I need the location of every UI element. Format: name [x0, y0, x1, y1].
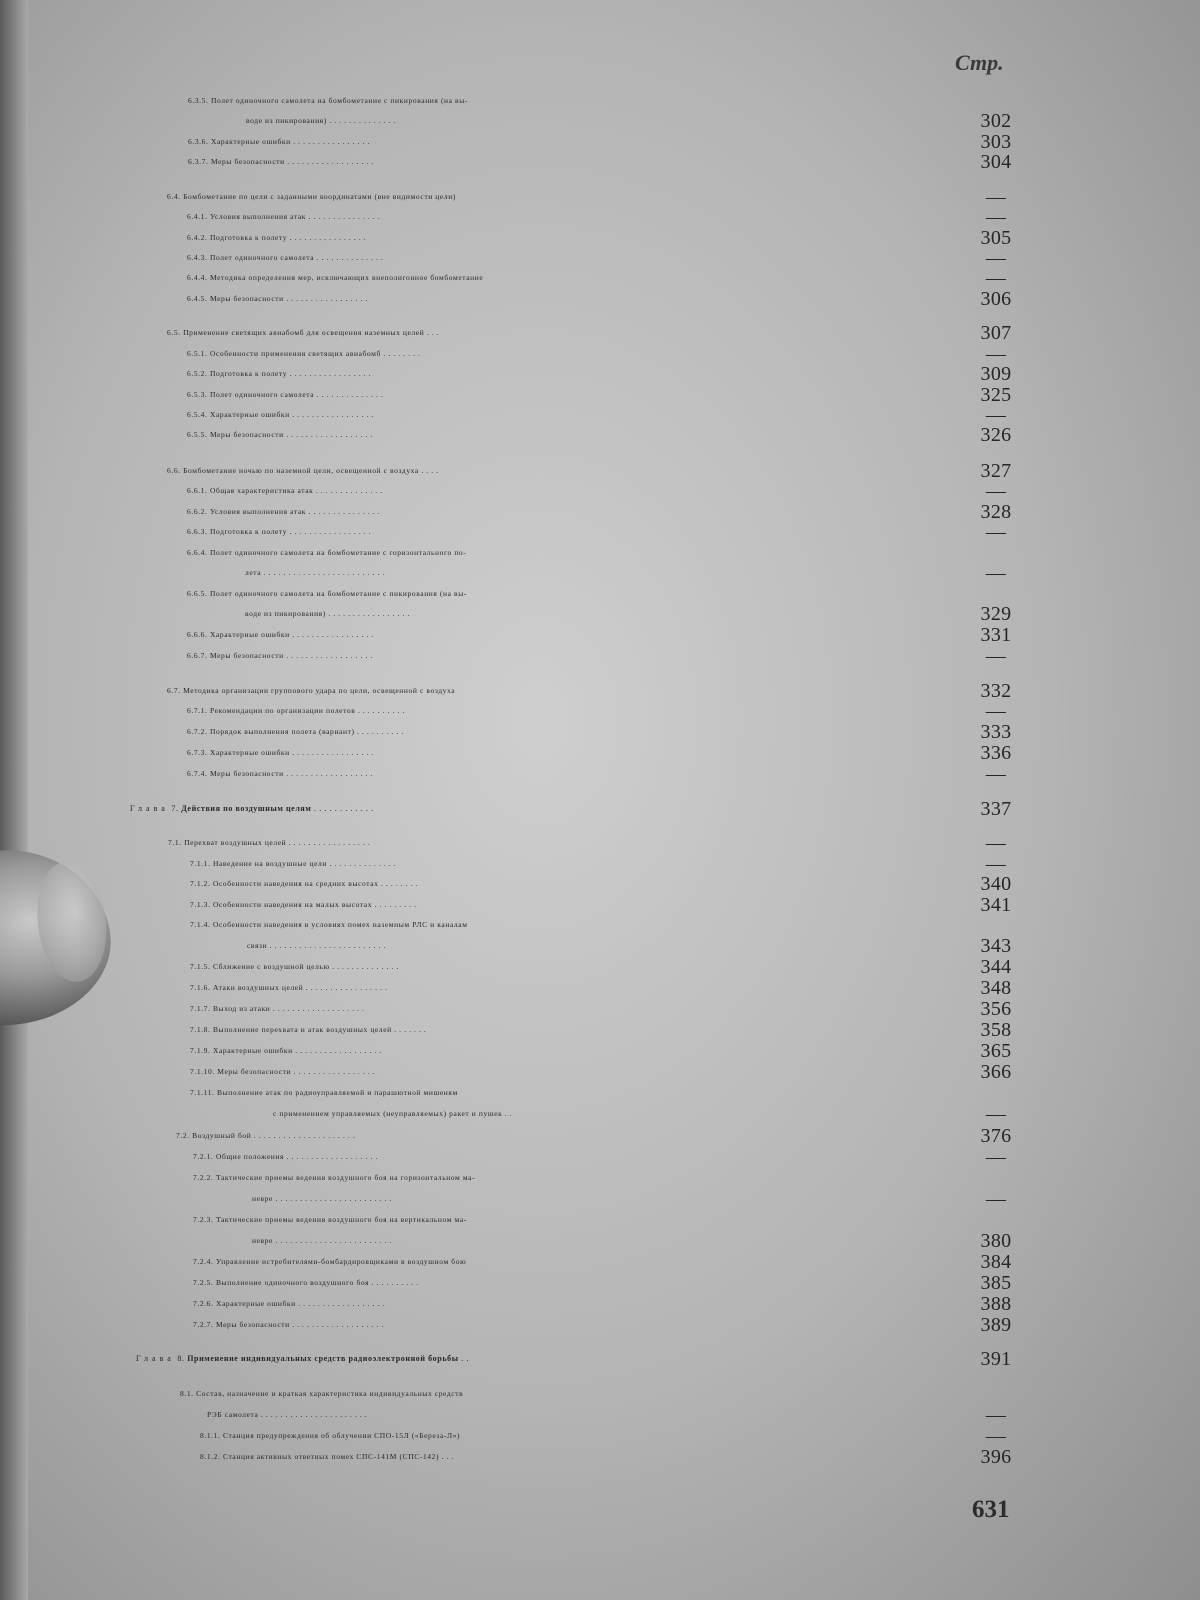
- toc-entry-text: 7.1.3. Особенности наведения на малых высотах . . . . . . . . .: [190, 900, 417, 909]
- toc-page-number: 341: [980, 894, 1012, 916]
- toc-page-number: —: [985, 1146, 1007, 1168]
- toc-entry: [188, 90, 975, 112]
- toc-entry: [187, 742, 975, 764]
- toc-entry: [246, 110, 975, 132]
- toc-entry: [200, 1425, 975, 1447]
- toc-entry: [207, 1404, 975, 1426]
- toc-entry: [167, 322, 975, 344]
- toc-entry: [187, 700, 975, 722]
- toc-page-number: 376: [980, 1125, 1012, 1147]
- toc-entry-text: 6.7.2. Порядок выполнения полета (вариант) . . . . . . . . . .: [187, 727, 405, 736]
- toc-page-number: 326: [980, 424, 1012, 446]
- toc-entry: [187, 343, 975, 365]
- toc-entry: [167, 680, 975, 702]
- toc-page-number: 340: [980, 873, 1012, 895]
- toc-entry: [187, 404, 975, 426]
- toc-entry: [190, 873, 975, 895]
- toc-page-number: —: [985, 521, 1007, 543]
- toc-page-number: 389: [980, 1314, 1012, 1336]
- page-column-label: Стр.: [955, 50, 1004, 75]
- toc-entry: [252, 1188, 975, 1210]
- toc-entry: [245, 603, 975, 625]
- toc-entry-text: 7.1.1. Наведение на воздушные цели . . . . . . . . . . . . . .: [190, 859, 397, 868]
- toc-entry-text: 7.1.10. Меры безопасности . . . . . . . . . . . . . . . . .: [190, 1067, 376, 1076]
- toc-entry-text: 6.3.7. Меры безопасности . . . . . . . . . . . . . . . . . .: [188, 157, 374, 166]
- toc-entry-text: 7.2. Воздушный бой . . . . . . . . . . . . . . . . . . . . .: [176, 1131, 356, 1140]
- toc-entry-text: 6.4. Бомбометание по цели с заданными координатами (вне видимости цели): [167, 192, 456, 201]
- toc-entry: [190, 894, 975, 916]
- toc-entry: [187, 542, 975, 564]
- toc-entry-text: 6.4.4. Методика определения мер, исключающих внеполигонное бомбометание: [187, 273, 484, 282]
- toc-entry-text: 7.2.3. Тактические приемы ведения воздушного боя на вертикальном ма-: [193, 1215, 467, 1224]
- toc-entry: [193, 1209, 975, 1231]
- chapter-word: Глава: [136, 1354, 175, 1363]
- toc-page-number: 348: [980, 977, 1012, 999]
- toc-page-number: —: [985, 1425, 1007, 1447]
- toc-entry-text: воде из пикирования) . . . . . . . . . . . . . .: [246, 116, 397, 125]
- toc-page-number: 385: [980, 1272, 1012, 1294]
- toc-entry: [187, 384, 975, 406]
- toc-page-number: —: [985, 562, 1007, 584]
- toc-page-number: 356: [980, 998, 1012, 1020]
- chapter-number: 7.: [171, 804, 182, 813]
- toc-entry: [168, 832, 975, 854]
- leader-dots: . .: [458, 1354, 470, 1363]
- toc-page-number: 325: [980, 384, 1012, 406]
- toc-entry: [190, 1040, 975, 1062]
- toc-entry: [190, 914, 975, 936]
- toc-entry-text: 6.6.4. Полет одиночного самолета на бомбометание с горизонтального по-: [187, 548, 467, 557]
- toc-page-number: —: [985, 1188, 1007, 1210]
- toc-entry: [193, 1314, 975, 1336]
- toc-page-number: 331: [980, 624, 1012, 646]
- toc-entry-text: 7.1.7. Выход из атаки . . . . . . . . . . . . . . . . . . .: [190, 1004, 365, 1013]
- toc-page-number: 343: [980, 935, 1012, 957]
- toc-entry-text: 7.2.4. Управление истребителями-бомбардировщиками в воздушном бою: [193, 1257, 467, 1266]
- toc-page-number: —: [985, 1103, 1007, 1125]
- toc-entry: [167, 186, 975, 208]
- toc-entry: [187, 206, 975, 228]
- toc-entry: [245, 562, 975, 584]
- toc-entry: [180, 1383, 975, 1405]
- toc-entry: [187, 247, 975, 269]
- toc-page-number: —: [985, 763, 1007, 785]
- toc-entry-text: 6.6.3. Подготовка к полету . . . . . . . . . . . . . . . . .: [187, 527, 372, 536]
- toc-page-number: 358: [980, 1019, 1012, 1041]
- toc-page-number: 305: [980, 227, 1012, 249]
- page-number: 631: [972, 1496, 1010, 1523]
- toc-entry: [190, 998, 975, 1020]
- toc-entry: [190, 956, 975, 978]
- toc-entry-text: 8.1.2. Станция активных ответных помех СПС-141М (СПС-142) . . .: [200, 1452, 454, 1461]
- toc-page-number: —: [985, 853, 1007, 875]
- toc-entry-text: 8.1. Состав, назначение и краткая характеристика индивидуальных средств: [180, 1389, 464, 1398]
- toc-page-number: —: [985, 645, 1007, 667]
- toc-page-number: 337: [980, 798, 1012, 820]
- toc-page-number: 304: [980, 151, 1012, 173]
- toc-page-number: 328: [980, 501, 1012, 523]
- toc-entry-text: 7.1.6. Атаки воздушных целей . . . . . . . . . . . . . . . . .: [190, 983, 388, 992]
- toc-entry-text: 6.4.5. Меры безопасности . . . . . . . . . . . . . . . . .: [187, 294, 368, 303]
- toc-page-number: 365: [980, 1040, 1012, 1062]
- toc-entry: [252, 1230, 975, 1252]
- toc-page-number: 336: [980, 742, 1012, 764]
- toc-entry-text: 6.7.1. Рекомендации по организации полетов . . . . . . . . . .: [187, 706, 405, 715]
- toc-entry-text: 6.6.1. Общая характеристика атак . . . . . . . . . . . . . .: [187, 486, 383, 495]
- toc-page-number: —: [985, 343, 1007, 365]
- toc-page-number: —: [985, 404, 1007, 426]
- toc-entry: [188, 131, 975, 153]
- toc-entry: [273, 1103, 975, 1125]
- toc-page-number: —: [985, 267, 1007, 289]
- toc-entry-text: 6.6.5. Полет одиночного самолета на бомбометание с пикирования (на вы-: [187, 589, 467, 598]
- toc-page-number: 388: [980, 1293, 1012, 1315]
- toc-entry-text: 7.1.5. Сближение с воздушной целью . . . . . . . . . . . . . .: [190, 962, 399, 971]
- toc-entry-text: 7.2.6. Характерные ошибки . . . . . . . . . . . . . . . . . .: [193, 1299, 385, 1308]
- toc-entry-text: 6.7.3. Характерные ошибки . . . . . . . . . . . . . . . . .: [187, 748, 374, 757]
- chapter-title: Действия по воздушным целям: [181, 804, 312, 813]
- toc-page-number: 344: [980, 956, 1012, 978]
- toc-entry: [176, 1125, 975, 1147]
- toc-page-number: 391: [980, 1348, 1012, 1370]
- toc-entry-text: 6.7.4. Меры безопасности . . . . . . . . . . . . . . . . . .: [187, 769, 373, 778]
- toc-entry-text: 6.7. Методика организации группового удара по цели, освещенной с воздуха: [167, 686, 456, 695]
- toc-entry: [193, 1293, 975, 1315]
- toc-entry-text: 6.5. Применение светящих авиабомб для освещения наземных целей . . .: [167, 328, 440, 337]
- toc-page-number: —: [985, 1404, 1007, 1426]
- toc-entry: [193, 1146, 975, 1168]
- toc-entry: [190, 853, 975, 875]
- toc-page-number: —: [985, 480, 1007, 502]
- toc-page-number: 333: [980, 721, 1012, 743]
- toc-entry-text: 6.4.3. Полет одиночного самолета . . . . . . . . . . . . . .: [187, 253, 384, 262]
- chapter-number: 8.: [177, 1354, 188, 1363]
- toc-entry-text: 7.1. Перехват воздушных целей . . . . . . . . . . . . . . . . .: [168, 838, 371, 847]
- leader-dots: . . . . . . . . . . . .: [311, 804, 374, 813]
- toc-entry: [187, 288, 975, 310]
- toc-page-number: 332: [980, 680, 1012, 702]
- toc-entry-text: 6.6. Бомбометание ночью по наземной цели, освещенной с воздуха . . . .: [167, 466, 439, 475]
- toc-entry-text: 7.2.2. Тактические приемы ведения воздушного боя на горизонтальном ма-: [193, 1173, 476, 1182]
- toc-page-number: 307: [980, 322, 1012, 344]
- toc-entry: [190, 1082, 975, 1104]
- toc-entry-text: невре . . . . . . . . . . . . . . . . . . . . . . . .: [252, 1236, 392, 1245]
- toc-entry-text: 7.2.1. Общие положения . . . . . . . . . . . . . . . . . . .: [193, 1152, 379, 1161]
- toc-entry: [247, 935, 975, 957]
- toc-entry: [190, 1061, 975, 1083]
- toc-entry: [187, 267, 975, 289]
- toc-entry: [187, 521, 975, 543]
- toc-entry: [187, 424, 975, 446]
- chapter-entry: [136, 1348, 975, 1370]
- toc-entry-text: 6.4.1. Условия выполнения атак . . . . . . . . . . . . . . .: [187, 212, 381, 221]
- chapter-entry: [130, 798, 975, 820]
- toc-entry: [187, 583, 975, 605]
- toc-entry-text: 7.1.8. Выполнение перехвата и атак воздушных целей . . . . . . .: [190, 1025, 427, 1034]
- chapter-word: Глава: [130, 804, 169, 813]
- toc-entry: [187, 227, 975, 249]
- toc-entry: [167, 460, 975, 482]
- chapter-title: Применение индивидуальных средств радиоэлектронной борьбы: [187, 1354, 459, 1363]
- toc-entry: [193, 1272, 975, 1294]
- toc-entry: [187, 624, 975, 646]
- toc-entry-text: 7.1.2. Особенности наведения на средних высотах . . . . . . . .: [190, 879, 419, 888]
- toc-entry-text: 6.5.5. Меры безопасности . . . . . . . . . . . . . . . . . .: [187, 430, 373, 439]
- toc-page-number: 366: [980, 1061, 1012, 1083]
- toc-entry: [187, 721, 975, 743]
- toc-entry-text: 8.1.1. Станция предупреждения об облучении СПО-15Л («Береза-Л»): [200, 1431, 461, 1440]
- toc-entry-text: с применением управляемых (неуправляемых) ракет и пушек . .: [273, 1109, 513, 1118]
- toc-entry-text: 6.3.5. Полет одиночного самолета на бомбометание с пикирования (на вы-: [188, 96, 468, 105]
- toc-entry-text: 6.5.2. Подготовка к полету . . . . . . . . . . . . . . . . .: [187, 369, 372, 378]
- toc-entry-text: 7.2.7. Меры безопасности . . . . . . . . . . . . . . . . . . .: [193, 1320, 384, 1329]
- toc-entry: [187, 645, 975, 667]
- toc-entry-text: связи . . . . . . . . . . . . . . . . . . . . . . . .: [247, 941, 386, 950]
- toc-page-number: 380: [980, 1230, 1012, 1252]
- toc-page-number: —: [985, 186, 1007, 208]
- toc-entry-text: 6.5.4. Характерные ошибки . . . . . . . . . . . . . . . . .: [187, 410, 374, 419]
- toc-page-number: 329: [980, 603, 1012, 625]
- toc-page-number: 302: [980, 110, 1012, 132]
- toc-entry-text: 7.2.5. Выполнение одиночного воздушного боя . . . . . . . . . .: [193, 1278, 419, 1287]
- toc-entry-text: 6.5.1. Особенности применения светящих авиабомб . . . . . . . .: [187, 349, 421, 358]
- toc-page-number: —: [985, 206, 1007, 228]
- toc-page-number: 327: [980, 460, 1012, 482]
- toc-entry-text: 6.6.2. Условия выполнения атак . . . . . . . . . . . . . . .: [187, 507, 381, 516]
- toc-entry-text: лета . . . . . . . . . . . . . . . . . . . . . . . . .: [245, 568, 385, 577]
- toc-entry: [187, 501, 975, 523]
- toc-entry: [190, 977, 975, 999]
- toc-entry-text: 7.1.9. Характерные ошибки . . . . . . . . . . . . . . . . . .: [190, 1046, 382, 1055]
- toc-page-number: —: [985, 832, 1007, 854]
- toc-entry-text: воде из пикирования) . . . . . . . . . . . . . . . . .: [245, 609, 410, 618]
- toc-entry-text: РЭБ самолета . . . . . . . . . . . . . . . . . . . . . .: [207, 1410, 368, 1419]
- toc-entry-text: 7.1.11. Выполнение атак по радиоуправляемой и парашютной мишеням: [190, 1088, 458, 1097]
- toc-entry: [187, 763, 975, 785]
- toc-entry: [193, 1167, 975, 1189]
- toc-page-number: 396: [980, 1446, 1012, 1468]
- toc-page-number: 306: [980, 288, 1012, 310]
- toc-entry-text: 7.1.4. Особенности наведения в условиях помех наземным РЛС и каналам: [190, 920, 468, 929]
- toc-entry: [200, 1446, 975, 1468]
- toc-entry: [187, 363, 975, 385]
- toc-entry-text: 6.6.6. Характерные ошибки . . . . . . . . . . . . . . . . .: [187, 630, 374, 639]
- toc-page-number: —: [985, 700, 1007, 722]
- toc-entry-text: 6.6.7. Меры безопасности . . . . . . . . . . . . . . . . . .: [187, 651, 373, 660]
- toc-page-number: 303: [980, 131, 1012, 153]
- toc-entry-text: невре . . . . . . . . . . . . . . . . . . . . . . . .: [252, 1194, 392, 1203]
- toc-entry: [193, 1251, 975, 1273]
- toc-entry-text: 6.4.2. Подготовка к полету . . . . . . . . . . . . . . . .: [187, 233, 367, 242]
- toc-page-number: —: [985, 247, 1007, 269]
- toc-page-number: 384: [980, 1251, 1012, 1273]
- toc-entry-text: 6.3.6. Характерные ошибки . . . . . . . . . . . . . . . .: [188, 137, 370, 146]
- toc-entry: [190, 1019, 975, 1041]
- toc-page-number: 309: [980, 363, 1012, 385]
- toc-entry: [188, 151, 975, 173]
- toc-entry: [187, 480, 975, 502]
- toc-entry-text: 6.5.3. Полет одиночного самолета . . . . . . . . . . . . . .: [187, 390, 384, 399]
